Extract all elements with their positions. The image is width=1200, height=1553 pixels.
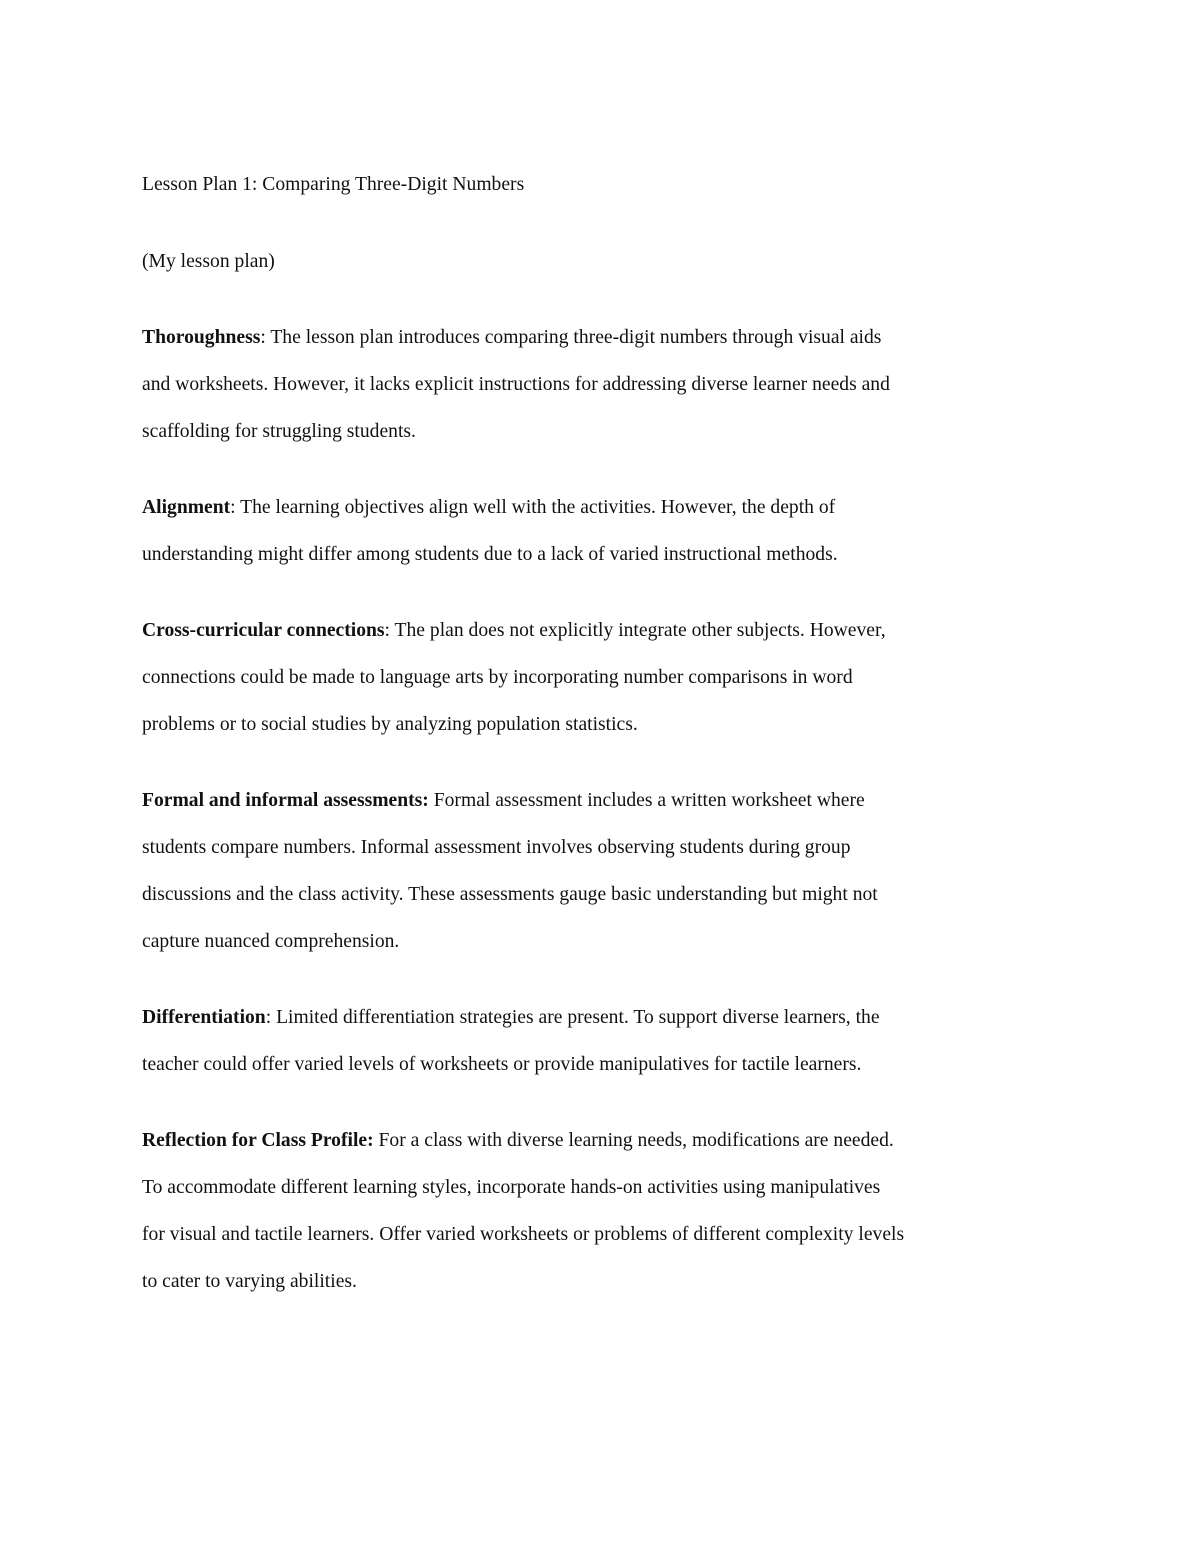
- label-suffix: :: [230, 497, 241, 518]
- document-body: [142, 161, 1062, 1305]
- section-label: Formal and informal assessments:: [142, 790, 429, 811]
- section-line: problems or to social studies by analyzing population statistics.: [142, 714, 638, 735]
- section-reflection: [142, 1117, 1062, 1305]
- document-subtitle: (My lesson plan): [142, 251, 275, 272]
- section-line: discussions and the class activity. These assessments gauge basic understanding but might not: [142, 884, 878, 905]
- label-suffix: :: [260, 327, 271, 348]
- section-line: [142, 994, 1062, 1041]
- label-suffix: :: [384, 620, 395, 641]
- document-title: Lesson Plan 1: Comparing Three-Digit Numbers: [142, 174, 525, 195]
- section-line: connections could be made to language arts by incorporating number comparisons in word: [142, 667, 853, 688]
- section-line: to cater to varying abilities.: [142, 1271, 357, 1292]
- section-text: The lesson plan introduces comparing three-digit numbers through visual aids: [270, 327, 882, 348]
- section-line: teacher could offer varied levels of worksheets or provide manipulatives for tactile learners.: [142, 1054, 862, 1075]
- section-assessments: [142, 777, 1062, 965]
- label-suffix: :: [265, 1007, 277, 1028]
- subtitle-paragraph: [142, 238, 1062, 285]
- section-line: capture nuanced comprehension.: [142, 931, 400, 952]
- section-text: The learning objectives align well with the activities. However, the depth of: [240, 497, 836, 518]
- section-label: Differentiation: [142, 1007, 266, 1028]
- section-thoroughness: [142, 314, 1062, 455]
- section-line: students compare numbers. Informal assessment involves observing students during group: [142, 837, 851, 858]
- section-line: understanding might differ among students due to a lack of varied instructional methods.: [142, 544, 838, 565]
- section-line: scaffolding for struggling students.: [142, 421, 416, 442]
- section-text: Formal assessment includes a written worksheet where: [433, 790, 865, 811]
- section-line: [142, 777, 1062, 824]
- section-line: [142, 607, 1062, 654]
- section-label: Reflection for Class Profile:: [142, 1130, 374, 1151]
- section-label: Thoroughness: [142, 327, 261, 348]
- section-line: for visual and tactile learners. Offer varied worksheets or problems of different complexity levels: [142, 1224, 905, 1245]
- section-cross-curricular: [142, 607, 1062, 748]
- section-line: [142, 484, 1062, 531]
- section-label: Cross-curricular connections: [142, 620, 385, 641]
- section-line: [142, 314, 1062, 361]
- section-label: Alignment: [142, 497, 231, 518]
- section-alignment: [142, 484, 1062, 578]
- section-line: and worksheets. However, it lacks explicit instructions for addressing diverse learner needs and: [142, 374, 890, 395]
- section-text: Limited differentiation strategies are present. To support diverse learners, the: [276, 1007, 880, 1028]
- title-paragraph: [142, 161, 1062, 208]
- section-text: The plan does not explicitly integrate other subjects. However,: [394, 620, 886, 641]
- section-line: [142, 1117, 1062, 1164]
- section-differentiation: [142, 994, 1062, 1088]
- section-text: For a class with diverse learning needs, modifications are needed.: [378, 1130, 894, 1151]
- section-line: To accommodate different learning styles, incorporate hands-on activities using manipulatives: [142, 1177, 881, 1198]
